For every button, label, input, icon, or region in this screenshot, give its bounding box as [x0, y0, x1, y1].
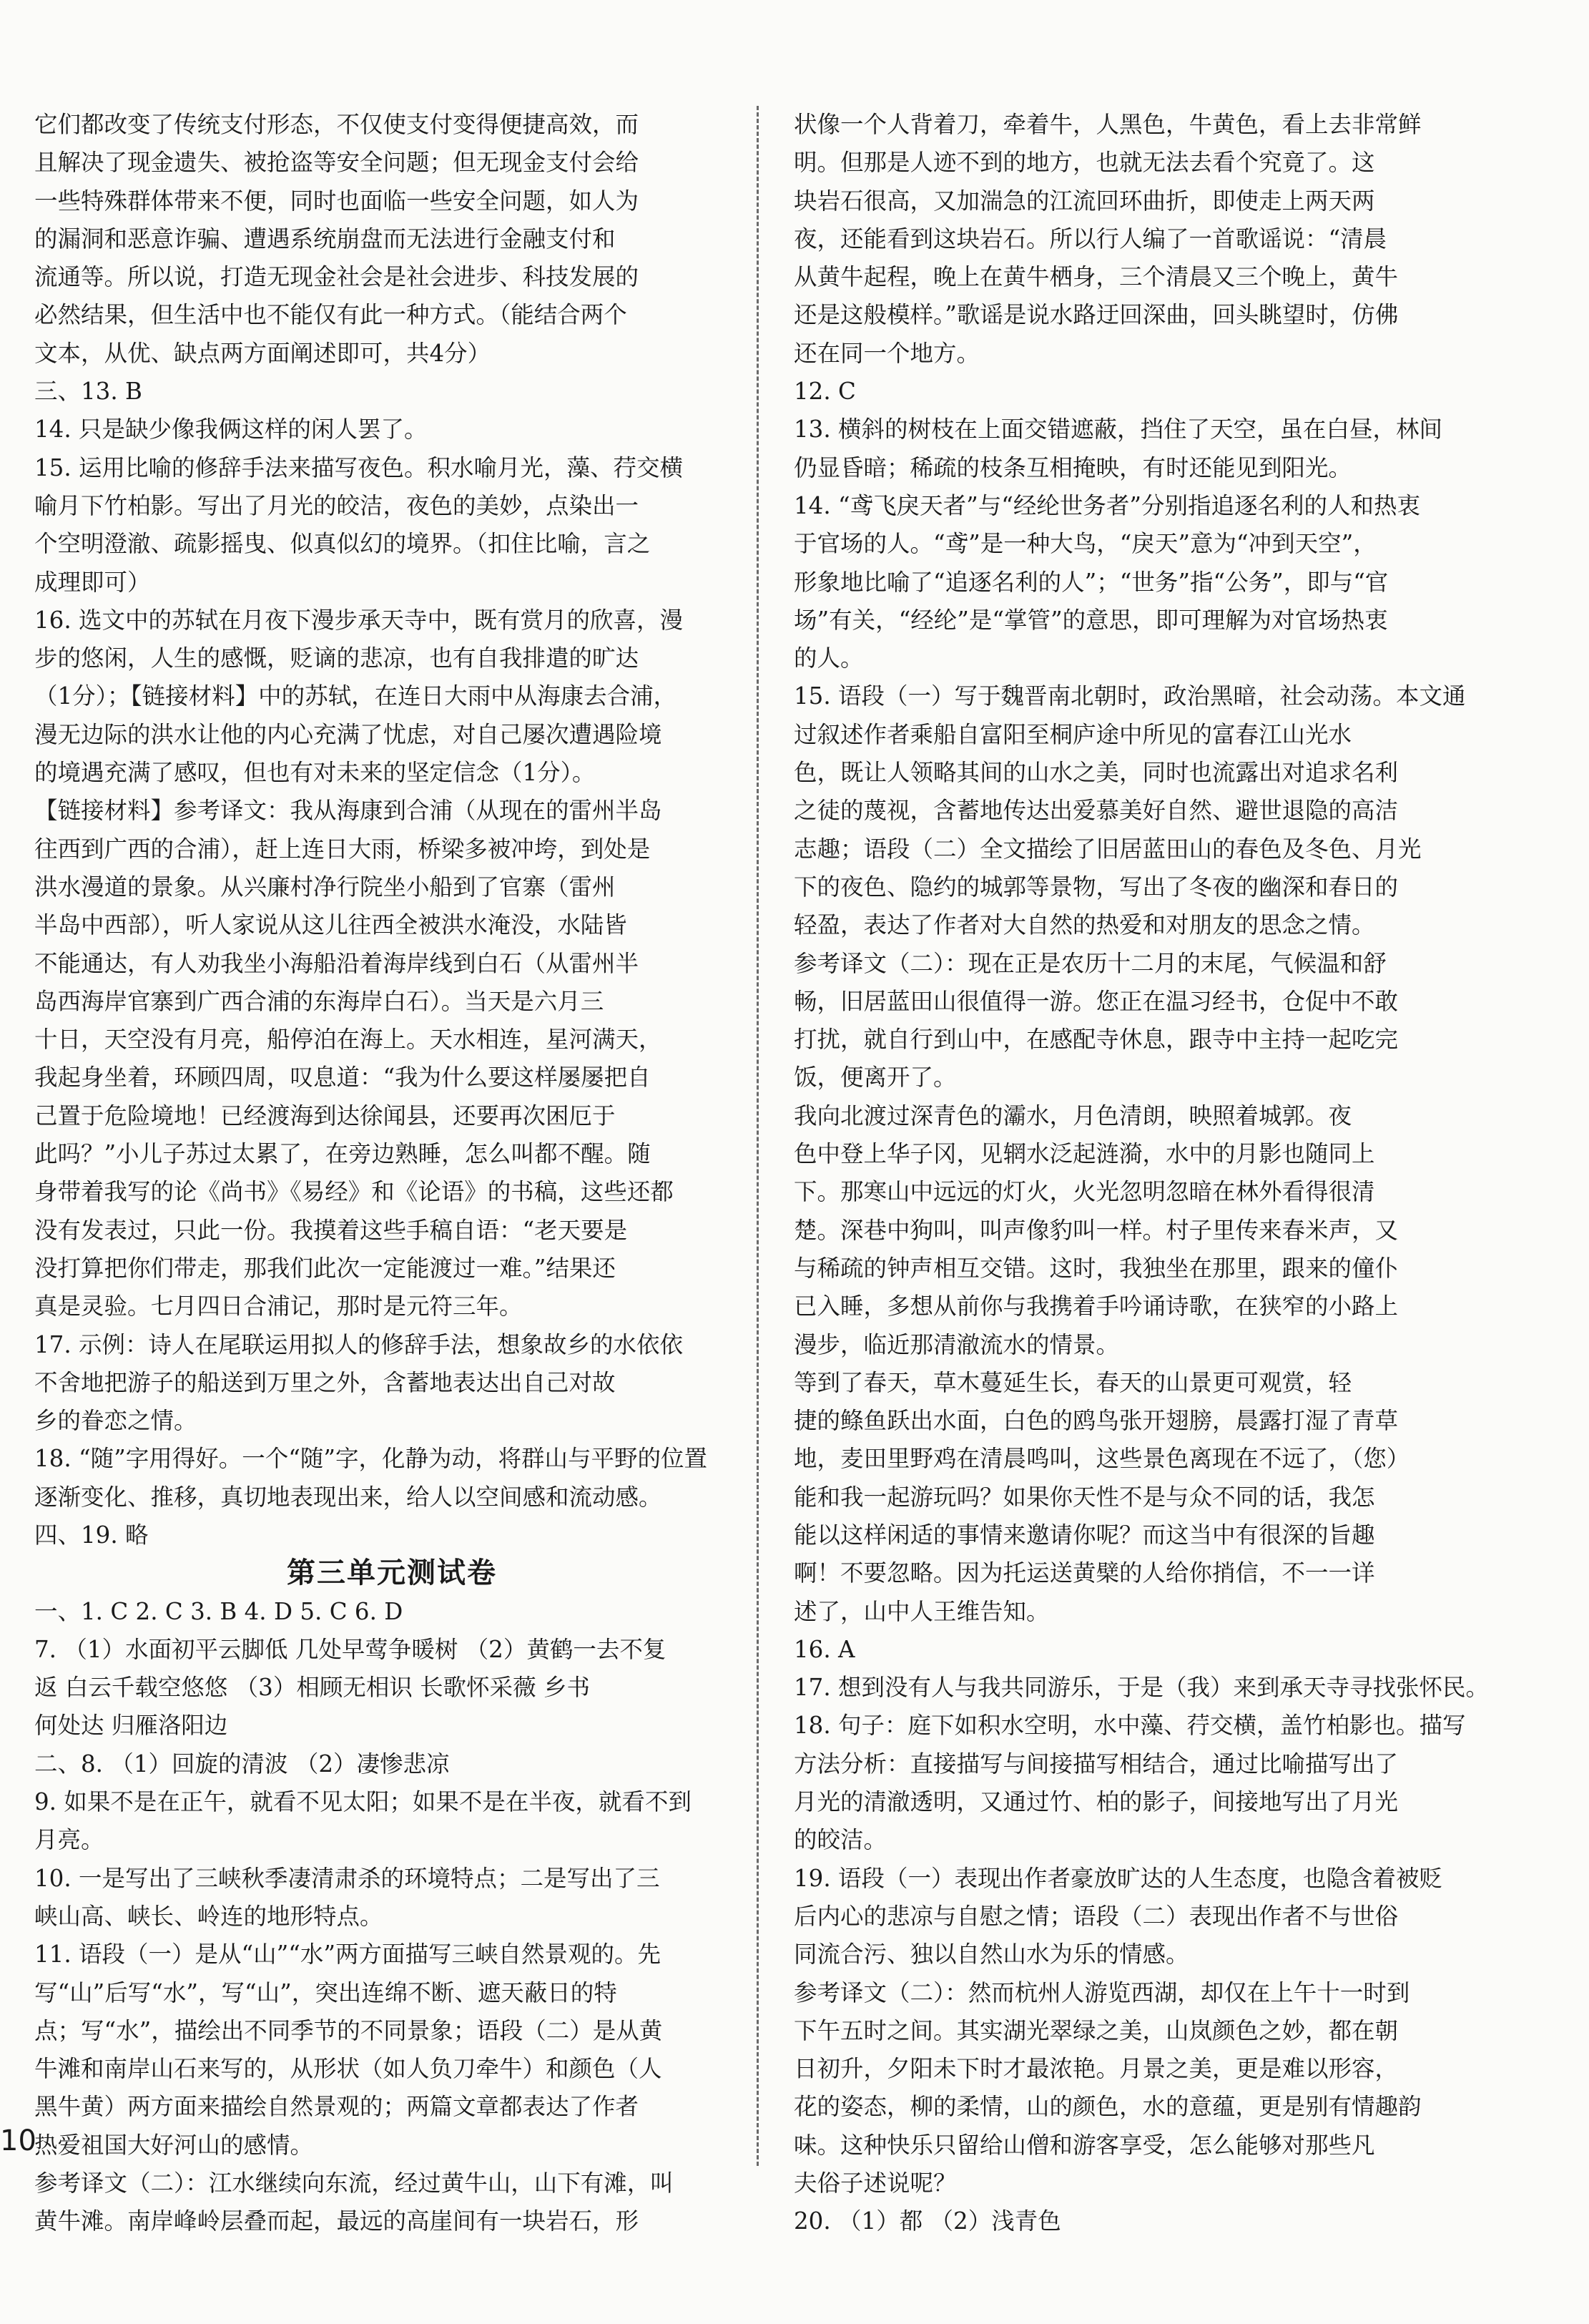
- text-line: 形象地比喻了“追逐名利的人”；“世务”指“公务”，即与“官: [794, 568, 1389, 596]
- text-line: 20. （1）都 （2）浅青色: [794, 2207, 1061, 2235]
- text-line: 等到了春天，草木蔓延生长，春天的山景更可观赏，轻: [794, 1368, 1352, 1396]
- text-line: 捷的鲦鱼跃出水面，白色的鸥鸟张开翅膀，晨露打湿了青草: [794, 1407, 1399, 1435]
- text-line: 月亮。: [34, 1826, 104, 1854]
- text-line: 仍显昏暗；稀疏的枝条互相掩映，有时还能见到阳光。: [794, 453, 1352, 481]
- text-line: 喻月下竹柏影。写出了月光的皎洁，夜色的美妙，点染出一: [34, 491, 639, 519]
- text-line: 块岩石很高，又加湍急的江流回环曲折，即使走上两天两: [794, 187, 1375, 215]
- text-line: 文本，从优、缺点两方面阐述即可，共4分）: [34, 339, 491, 367]
- text-line: 下午五时之间。其实湖光翠绿之美，山岚颜色之妙，都在朝: [794, 2016, 1399, 2044]
- text-line: 17. 示例：诗人在尾联运用拟人的修辞手法，想象故乡的水依依: [34, 1330, 684, 1358]
- text-line: 打扰，就自行到山中，在感配寺休息，跟寺中主持一起吃完: [794, 1026, 1399, 1054]
- text-line: 没打算把你们带走，那我们此次一定能渡过一难。”结果还: [34, 1254, 616, 1282]
- text-line: 15. 语段（一）写于魏晋南北朝时，政治黑暗，社会动荡。本文通: [794, 682, 1466, 710]
- text-line: 没有发表过，只此一份。我摸着这些手稿自语：“老天要是: [34, 1216, 628, 1244]
- text-line: 我起身坐着，环顾四周，叹息道：“我为什么要这样屡屡把自: [34, 1064, 651, 1092]
- text-line: 往西到广西的合浦），赶上连日大雨，桥梁多被冲垮，到处是: [34, 835, 651, 863]
- text-line: 必然结果，但生活中也不能仅有此一种方式。（能结合两个: [34, 301, 627, 329]
- text-line: 还是这般模样。”歌谣是说水路迂回深曲，回头眺望时，仿佛: [794, 301, 1399, 329]
- text-line: 月光的清澈透明，又通过竹、柏的影子，间接地写出了月光: [794, 1788, 1399, 1816]
- text-line: 下。那寒山中远远的灯火，火光忽明忽暗在林外看得很清: [794, 1178, 1375, 1206]
- text-line: 黑牛黄）两方面来描绘自然景观的；两篇文章都表达了作者: [34, 2093, 639, 2121]
- text-line: 18. 句子：庭下如积水空明，水中藻、荇交横，盖竹柏影也。描写: [794, 1712, 1466, 1740]
- text-line: 过叙述作者乘船自富阳至桐庐途中所见的富春江山光水: [794, 720, 1352, 748]
- text-line: 轻盈，表达了作者对大自然的热爱和对朋友的思念之情。: [794, 911, 1375, 939]
- text-line: 三、13. B: [34, 378, 142, 406]
- text-line: 畅，旧居蓝田山很值得一游。您正在温习经书，仓促中不敢: [794, 987, 1399, 1015]
- text-line: 还在同一个地方。: [794, 339, 980, 367]
- text-line: 个空明澄澈、疏影摇曳、似真似幻的境界。（扣住比喻，言之: [34, 530, 651, 558]
- text-line: 明。但那是人迹不到的地方，也就无法去看个究竟了。这: [794, 149, 1375, 177]
- text-line: 它们都改变了传统支付形态，不仅使支付变得便捷高效，而: [34, 111, 639, 138]
- text-line: 色，既让人领略其间的山水之美，同时也流露出对追求名利: [794, 759, 1399, 787]
- text-line: 16. 选文中的苏轼在月夜下漫步承天寺中，既有赏月的欣喜，漫: [34, 606, 684, 634]
- text-line: 饭，便离开了。: [794, 1064, 957, 1092]
- text-line: 漫无边际的洪水让他的内心充满了忧虑，对自己屡次遭遇险境: [34, 720, 662, 748]
- text-line: 热爱祖国大好河山的感情。: [34, 2131, 314, 2159]
- text-line: 味。这种快乐只留给山僧和游客享受，怎么能够对那些凡: [794, 2131, 1375, 2159]
- text-line: 13. 横斜的树枝在上面交错遮蔽，挡住了天空，虽在白昼，林间: [794, 416, 1443, 443]
- text-line: 一、1. C 2. C 3. B 4. D 5. C 6. D: [34, 1597, 403, 1625]
- text-line: 洪水漫道的景象。从兴廉村净行院坐小船到了官寨（雷州: [34, 873, 616, 901]
- text-line: 19. 语段（一）表现出作者豪放旷达的人生态度，也隐含着被贬: [794, 1864, 1443, 1892]
- text-line: 啊！不要忽略。因为托运送黄檗的人给你捎信，不一一详: [794, 1559, 1375, 1587]
- text-line: 十日，天空没有月亮，船停泊在海上。天水相连，星河满天，: [34, 1026, 662, 1054]
- text-line: 的人。: [794, 644, 864, 672]
- text-line: 成理即可）: [34, 568, 151, 596]
- left-column: [34, 106, 749, 2241]
- text-line: 漫步，临近那清澈流水的情景。: [794, 1330, 1120, 1358]
- text-line: 的境遇充满了感叹，但也有对未来的坚定信念（1分）。: [34, 759, 596, 787]
- text-line: 的皎洁。: [794, 1826, 887, 1854]
- text-line: 流通等。所以说，打造无现金社会是社会进步、科技发展的: [34, 263, 639, 291]
- right-column: [794, 106, 1509, 2241]
- text-line: 17. 想到没有人与我共同游乐，于是（我）来到承天寺寻找张怀民。: [794, 1674, 1490, 1702]
- text-line: 能和我一起游玩吗？如果你天性不是与众不同的话，我怎: [794, 1483, 1375, 1511]
- text-line: 参考译文（二）：江水继续向东流，经过黄牛山，山下有滩，叫: [34, 2169, 674, 2197]
- text-line: 四、19. 略: [34, 1521, 149, 1549]
- text-line: 下的夜色、隐约的城郭等景物，写出了冬夜的幽深和春日的: [794, 873, 1399, 901]
- text-line: 牛滩和南岸山石来写的，从形状（如人负刀牵牛）和颜色（人: [34, 2055, 662, 2083]
- text-line: 已入睡，多想从前你与我携着手吟诵诗歌，在狭窄的小路上: [794, 1293, 1399, 1320]
- text-line: 10. 一是写出了三峡秋季凄清肃杀的环境特点；二是写出了三: [34, 1864, 660, 1892]
- column-divider: [757, 106, 759, 2166]
- text-line: 黄牛滩。南岸峰岭层叠而起，最远的高崖间有一块岩石，形: [34, 2207, 639, 2235]
- text-line: 11. 语段（一）是从“山”“水”两方面描写三峡自然景观的。先: [34, 1941, 661, 1968]
- text-line: 从黄牛起程，晚上在黄牛栖身，三个清晨又三个晚上，黄牛: [794, 263, 1399, 291]
- text-line: 同流合污、独以自然山水为乐的情感。: [794, 1941, 1189, 1968]
- text-line: 【链接材料】参考译文：我从海康到合浦（从现在的雷州半岛: [34, 797, 662, 825]
- text-line: 楚。深巷中狗叫，叫声像豹叫一样。村子里传来春米声，又: [794, 1216, 1399, 1244]
- text-line: 18. “随”字用得好。一个“随”字，化静为动，将群山与平野的位置: [34, 1445, 707, 1473]
- text-line: 夜，还能看到这块岩石。所以行人编了一首歌谣说：“清晨: [794, 225, 1387, 252]
- text-line: 我向北渡过深青色的灞水，月色清朗，映照着城郭。夜: [794, 1102, 1352, 1129]
- text-line: 能以这样闲适的事情来邀请你呢？而这当中有很深的旨趣: [794, 1521, 1375, 1549]
- text-line: 于官场的人。“鸢”是一种大鸟，“戾天”意为“冲到天空”，: [794, 530, 1377, 558]
- text-line: 写“山”后写“水”，写“山”，突出连绵不断、遮天蔽日的特: [34, 1979, 617, 2006]
- text-line: 返 白云千载空悠悠 （3）相顾无相识 长歌怀采薇 乡书: [34, 1674, 591, 1702]
- text-line: 逐渐变化、推移，真切地表现出来，给人以空间感和流动感。: [34, 1483, 662, 1511]
- text-line: 色中登上华子冈，见辋水泛起涟漪，水中的月影也随同上: [794, 1140, 1375, 1168]
- text-line: 地，麦田里野鸡在清晨鸣叫，这些景色离现在不远了，（您）: [794, 1445, 1410, 1473]
- text-line: 乡的眷恋之情。: [34, 1407, 197, 1435]
- text-line: 夫俗子述说呢？: [794, 2169, 957, 2197]
- text-line: 点；写“水”，描绘出不同季节的不同景象；语段（二）是从黄: [34, 2016, 663, 2044]
- text-line: 9. 如果不是在正午，就看不见太阳；如果不是在半夜，就看不到: [34, 1788, 692, 1816]
- text-line: 半岛中西部），听人家说从这儿往西全被洪水淹没，水陆皆: [34, 911, 627, 939]
- text-line: 16. A: [794, 1635, 855, 1663]
- text-line: 场”有关，“经纶”是“掌管”的意思，即可理解为对官场热衷: [794, 606, 1388, 634]
- text-line: 何处达 归雁洛阳边: [34, 1712, 228, 1740]
- text-line: 不能通达，有人劝我坐小海船沿着海岸线到白石（从雷州半: [34, 949, 639, 977]
- text-line: 此吗？”小儿子苏过太累了，在旁边熟睡，怎么叫都不醒。随: [34, 1140, 651, 1168]
- text-line: 身带着我写的论《尚书》《易经》和《论语》的书稿，这些还都: [34, 1178, 674, 1206]
- text-line: 真是灵验。七月四日合浦记，那时是元符三年。: [34, 1293, 523, 1320]
- text-line: 14. 只是缺少像我俩这样的闲人罢了。: [34, 416, 428, 443]
- text-line: 的漏洞和恶意诈骗、遭遇系统崩盘而无法进行金融支付和: [34, 225, 616, 252]
- text-line: 7. （1）水面初平云脚低 几处早莺争暖树 （2）黄鹤一去不复: [34, 1635, 666, 1663]
- text-line: 参考译文（二）：然而杭州人游览西湖，却仅在上午十一时到: [794, 1979, 1410, 2006]
- text-line: 参考译文（二）：现在正是农历十二月的末尾，气候温和舒: [794, 949, 1387, 977]
- text-line: 15. 运用比喻的修辞手法来描写夜色。积水喻月光，藻、荇交横: [34, 453, 684, 481]
- text-line: 且解决了现金遗失、被抢盗等安全问题；但无现金支付会给: [34, 149, 639, 177]
- text-line: 后内心的悲凉与自慰之情；语段（二）表现出作者不与世俗: [794, 1902, 1399, 1930]
- page-number: 10: [0, 2124, 36, 2157]
- text-line: 12. C: [794, 378, 856, 406]
- text-line: 方法分析：直接描写与间接描写相结合，通过比喻描写出了: [794, 1750, 1399, 1778]
- text-line: （1分）；【链接材料】中的苏轼，在连日大雨中从海康去合浦，: [34, 682, 677, 710]
- text-line: 花的姿态，柳的柔情，山的颜色，水的意蕴，更是别有情趣韵: [794, 2093, 1422, 2121]
- text-line: 述了，山中人王维告知。: [794, 1597, 1050, 1625]
- text-line: 之徒的蔑视，含蓄地传达出爱慕美好自然、避世退隐的高洁: [794, 797, 1399, 825]
- text-line: 14. “鸢飞戾天者”与“经纶世务者”分别指追逐名利的人和热衷: [794, 491, 1420, 519]
- text-line: 二、8. （1）回旋的清波 （2）凄惨悲凉: [34, 1750, 450, 1778]
- text-line: 日初升，夕阳未下时才最浓艳。月景之美，更是难以形容，: [794, 2055, 1399, 2083]
- text-line: 与稀疏的钟声相互交错。这时，我独坐在那里，跟来的僮仆: [794, 1254, 1399, 1282]
- text-line: 状像一个人背着刀，牵着牛，人黑色，牛黄色，看上去非常鲜: [794, 111, 1422, 138]
- text-line: 不舍地把游子的船送到万里之外，含蓄地表达出自己对故: [34, 1368, 616, 1396]
- text-line: 步的悠闲，人生的感慨，贬谪的悲凉，也有自我排遣的旷达: [34, 644, 639, 672]
- text-line: 峡山高、峡长、岭连的地形特点。: [34, 1902, 383, 1930]
- text-line: 志趣；语段（二）全文描绘了旧居蓝田山的春色及冬色、月光: [794, 835, 1422, 863]
- section-heading: 第三单元测试卷: [287, 1556, 497, 1590]
- text-line: 一些特殊群体带来不便，同时也面临一些安全问题，如人为: [34, 187, 639, 215]
- text-line: 岛西海岸官寨到广西合浦的东海岸白石）。当天是六月三: [34, 987, 604, 1015]
- text-line: 己置于危险境地！已经渡海到达徐闻县，还要再次困厄于: [34, 1102, 616, 1129]
